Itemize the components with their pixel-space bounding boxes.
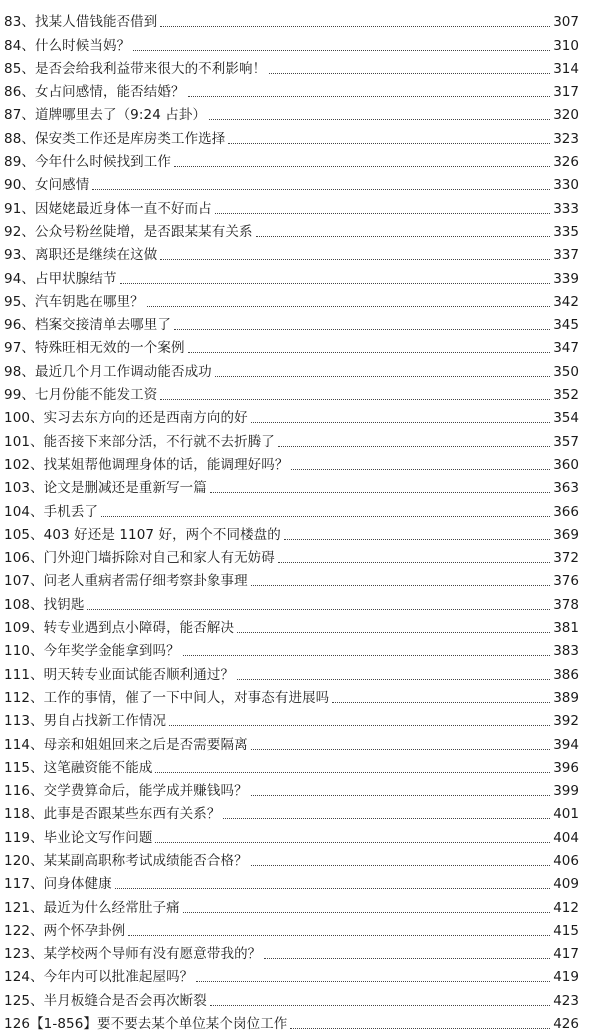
toc-entry[interactable] xyxy=(0,847,606,870)
toc-entry-page-number: 401 xyxy=(553,806,579,823)
toc-entry-title: 113、男自占找新工作情况 xyxy=(4,713,167,730)
toc-entry-title: 85、是否会给我利益带来很大的不利影响！ xyxy=(4,60,267,77)
dot-leader xyxy=(210,1005,550,1006)
toc-entry-title: 97、特殊旺相无效的一个案例 xyxy=(4,340,185,357)
toc-entry-page-number: 330 xyxy=(553,177,579,194)
toc-entry[interactable] xyxy=(0,171,606,194)
dot-leader xyxy=(155,772,550,773)
dot-leader xyxy=(251,749,551,750)
dot-leader xyxy=(160,26,550,27)
toc-entry-title: 111、明天转专业面试能否顺利通过？ xyxy=(4,666,235,683)
toc-entry-title: 112、工作的事情，催了一下中间人，对事态有进展吗 xyxy=(4,689,330,706)
toc-entry-page-number: 354 xyxy=(553,410,579,427)
toc-entry[interactable] xyxy=(0,474,606,497)
toc-entry-page-number: 352 xyxy=(553,387,579,404)
toc-entry-page-number: 310 xyxy=(553,37,579,54)
dot-leader xyxy=(210,492,550,493)
toc-entry-page-number: 409 xyxy=(553,876,579,893)
toc-entry[interactable] xyxy=(0,684,606,707)
toc-entry[interactable] xyxy=(0,31,606,54)
toc-entry-page-number: 412 xyxy=(553,899,579,916)
toc-entry[interactable] xyxy=(0,101,606,124)
dot-leader xyxy=(174,166,550,167)
toc-entry-page-number: 383 xyxy=(553,643,579,660)
toc-entry-title: 84、什么时候当妈？ xyxy=(4,37,131,54)
toc-entry-title: 95、汽车钥匙在哪里？ xyxy=(4,293,144,310)
dot-leader xyxy=(332,702,550,703)
table-of-contents xyxy=(0,8,606,1033)
toc-entry-title: 109、转专业遇到点小障碍，能否解决 xyxy=(4,620,235,637)
toc-entry-title: 124、今年内可以批准起屋吗？ xyxy=(4,969,194,986)
toc-entry[interactable] xyxy=(0,544,606,567)
toc-entry-page-number: 419 xyxy=(553,969,579,986)
toc-entry[interactable] xyxy=(0,381,606,404)
dot-leader xyxy=(87,609,550,610)
toc-entry-page-number: 335 xyxy=(553,223,579,240)
toc-entry-title: 125、半月板缝合是否会再次断裂 xyxy=(4,992,207,1009)
dot-leader xyxy=(196,981,550,982)
toc-entry-page-number: 381 xyxy=(553,620,579,637)
toc-entry[interactable] xyxy=(0,264,606,287)
toc-entry-title: 117、问身体健康 xyxy=(4,876,112,893)
toc-entry-page-number: 378 xyxy=(553,596,579,613)
dot-leader xyxy=(160,399,550,400)
toc-entry-page-number: 417 xyxy=(553,946,579,963)
toc-entry[interactable] xyxy=(0,194,606,217)
toc-entry-title: 102、找某姐帮他调理身体的话，能调理好吗？ xyxy=(4,456,289,473)
toc-entry-title: 103、论文是删减还是重新写一篇 xyxy=(4,480,207,497)
dot-leader xyxy=(291,469,550,470)
toc-entry-page-number: 386 xyxy=(553,666,579,683)
toc-entry-title: 83、找某人借钱能否借到 xyxy=(4,14,158,31)
toc-entry-title: 118、此事是否跟某些东西有关系？ xyxy=(4,806,221,823)
toc-entry-title: 87、道牌哪里去了（9:24 占卦） xyxy=(4,107,207,124)
dot-leader xyxy=(284,539,550,540)
dot-leader xyxy=(237,679,550,680)
dot-leader xyxy=(228,143,550,144)
dot-leader xyxy=(183,912,551,913)
toc-entry-page-number: 426 xyxy=(553,1016,579,1033)
toc-entry[interactable] xyxy=(0,218,606,241)
dot-leader xyxy=(155,842,550,843)
dot-leader xyxy=(256,236,551,237)
toc-entry-title: 121、最近为什么经常肚子痛 xyxy=(4,899,180,916)
dot-leader xyxy=(278,562,550,563)
dot-leader xyxy=(174,329,550,330)
dot-leader xyxy=(133,50,550,51)
toc-entry-page-number: 366 xyxy=(553,503,579,520)
toc-entry-title: 115、这笔融资能不能成 xyxy=(4,759,153,776)
dot-leader xyxy=(251,422,551,423)
toc-entry-page-number: 369 xyxy=(553,526,579,543)
toc-entry[interactable] xyxy=(0,917,606,940)
toc-entry[interactable] xyxy=(0,567,606,590)
toc-entry-page-number: 317 xyxy=(553,84,579,101)
dot-leader xyxy=(169,725,550,726)
dot-leader xyxy=(215,376,550,377)
dot-leader xyxy=(237,632,550,633)
toc-entry-page-number: 406 xyxy=(553,852,579,869)
toc-entry[interactable] xyxy=(0,637,606,660)
dot-leader xyxy=(183,655,551,656)
toc-entry[interactable] xyxy=(0,660,606,683)
dot-leader xyxy=(128,935,550,936)
toc-entry-page-number: 357 xyxy=(553,433,579,450)
toc-entry-title: 110、今年奖学金能拿到吗？ xyxy=(4,643,180,660)
toc-entry-title: 92、公众号粉丝陡增，是否跟某某有关系 xyxy=(4,223,253,240)
toc-entry[interactable] xyxy=(0,521,606,544)
toc-entry-title: 116、交学费算命后，能学成并赚钱吗？ xyxy=(4,783,248,800)
toc-entry-title: 107、问老人重病者需仔细考察卦象事理 xyxy=(4,573,248,590)
dot-leader xyxy=(264,958,550,959)
toc-entry-title: 104、手机丢了 xyxy=(4,503,99,520)
toc-entry-title: 123、某学校两个导师有没有愿意带我的？ xyxy=(4,946,262,963)
toc-entry-title: 94、占甲状腺结节 xyxy=(4,270,117,287)
toc-entry[interactable] xyxy=(0,777,606,800)
toc-entry-title: 90、女问感情 xyxy=(4,177,90,194)
toc-entry[interactable] xyxy=(0,590,606,613)
toc-entry-page-number: 326 xyxy=(553,154,579,171)
toc-entry[interactable] xyxy=(0,940,606,963)
dot-leader xyxy=(251,865,551,866)
toc-entry-title: 106、门外迎门墙拆除对自己和家人有无妨碍 xyxy=(4,550,275,567)
dot-leader xyxy=(278,446,550,447)
toc-entry[interactable] xyxy=(0,55,606,78)
toc-entry-page-number: 399 xyxy=(553,783,579,800)
toc-entry[interactable] xyxy=(0,986,606,1009)
toc-entry-page-number: 333 xyxy=(553,200,579,217)
toc-entry-title: 120、某某副高职称考试成绩能否合格？ xyxy=(4,852,248,869)
toc-entry-page-number: 376 xyxy=(553,573,579,590)
dot-leader xyxy=(251,795,551,796)
toc-entry[interactable] xyxy=(0,707,606,730)
toc-entry-page-number: 396 xyxy=(553,759,579,776)
toc-entry-page-number: 360 xyxy=(553,456,579,473)
toc-entry-title: 119、毕业论文写作问题 xyxy=(4,829,153,846)
toc-entry-page-number: 323 xyxy=(553,130,579,147)
toc-entry-page-number: 404 xyxy=(553,829,579,846)
toc-entry-title: 89、今年什么时候找到工作 xyxy=(4,154,171,171)
toc-entry-page-number: 337 xyxy=(553,247,579,264)
dot-leader xyxy=(101,516,550,517)
toc-entry-page-number: 423 xyxy=(553,992,579,1009)
toc-entry-title: 99、七月份能不能发工资 xyxy=(4,387,158,404)
toc-entry-title: 96、档案交接清单去哪里了 xyxy=(4,317,171,334)
toc-entry[interactable] xyxy=(0,427,606,450)
dot-leader xyxy=(269,73,550,74)
toc-entry-page-number: 415 xyxy=(553,922,579,939)
toc-entry[interactable] xyxy=(0,241,606,264)
toc-entry-page-number: 392 xyxy=(553,713,579,730)
dot-leader xyxy=(290,1028,550,1029)
toc-entry[interactable] xyxy=(0,497,606,520)
toc-entry[interactable] xyxy=(0,8,606,31)
toc-entry[interactable] xyxy=(0,78,606,101)
toc-entry-title: 98、最近几个月工作调动能否成功 xyxy=(4,363,212,380)
toc-entry-page-number: 372 xyxy=(553,550,579,567)
toc-entry[interactable] xyxy=(0,893,606,916)
toc-entry-title: 114、母亲和姐姐回来之后是否需要隔离 xyxy=(4,736,248,753)
toc-entry-page-number: 363 xyxy=(553,480,579,497)
toc-entry-page-number: 347 xyxy=(553,340,579,357)
dot-leader xyxy=(215,213,550,214)
toc-entry-page-number: 342 xyxy=(553,293,579,310)
toc-entry[interactable] xyxy=(0,870,606,893)
toc-entry[interactable] xyxy=(0,288,606,311)
toc-entry-title: 86、女占问感情，能否结婚？ xyxy=(4,84,185,101)
toc-entry-page-number: 350 xyxy=(553,363,579,380)
toc-entry-page-number: 345 xyxy=(553,317,579,334)
toc-entry[interactable] xyxy=(0,823,606,846)
dot-leader xyxy=(92,189,550,190)
toc-entry[interactable] xyxy=(0,730,606,753)
toc-entry[interactable] xyxy=(0,1010,606,1033)
toc-entry-title: 93、离职还是继续在这做 xyxy=(4,247,158,264)
toc-entry-title: 100、实习去东方向的还是西南方向的好 xyxy=(4,410,248,427)
toc-entry[interactable] xyxy=(0,357,606,380)
toc-entry-title: 122、两个怀孕卦例 xyxy=(4,922,126,939)
toc-entry[interactable] xyxy=(0,963,606,986)
toc-entry-page-number: 394 xyxy=(553,736,579,753)
dot-leader xyxy=(188,96,551,97)
dot-leader xyxy=(147,306,550,307)
toc-entry-page-number: 389 xyxy=(553,689,579,706)
toc-entry[interactable] xyxy=(0,451,606,474)
dot-leader xyxy=(209,119,550,120)
toc-entry-page-number: 320 xyxy=(553,107,579,124)
toc-entry-title: 101、能否接下来部分活，不行就不去折腾了 xyxy=(4,433,275,450)
toc-entry-title: 108、找钥匙 xyxy=(4,596,85,613)
dot-leader xyxy=(223,818,550,819)
dot-leader xyxy=(115,888,551,889)
toc-entry-title: 88、保安类工作还是库房类工作选择 xyxy=(4,130,226,147)
toc-entry[interactable] xyxy=(0,334,606,357)
toc-entry[interactable] xyxy=(0,311,606,334)
toc-entry-page-number: 307 xyxy=(553,14,579,31)
toc-entry[interactable] xyxy=(0,148,606,171)
toc-entry-title: 126【1-856】要不要去某个单位某个岗位工作 xyxy=(4,1016,288,1033)
dot-leader xyxy=(188,352,551,353)
dot-leader xyxy=(120,283,551,284)
toc-entry[interactable] xyxy=(0,800,606,823)
toc-entry-page-number: 314 xyxy=(553,60,579,77)
toc-entry[interactable] xyxy=(0,614,606,637)
toc-entry[interactable] xyxy=(0,404,606,427)
toc-entry[interactable] xyxy=(0,124,606,147)
dot-leader xyxy=(160,259,550,260)
toc-entry-title: 91、因姥姥最近身体一直不好而占 xyxy=(4,200,212,217)
dot-leader xyxy=(251,585,551,586)
toc-entry-title: 105、403 好还是 1107 好，两个不同楼盘的 xyxy=(4,526,281,543)
toc-entry[interactable] xyxy=(0,754,606,777)
toc-entry-page-number: 339 xyxy=(553,270,579,287)
